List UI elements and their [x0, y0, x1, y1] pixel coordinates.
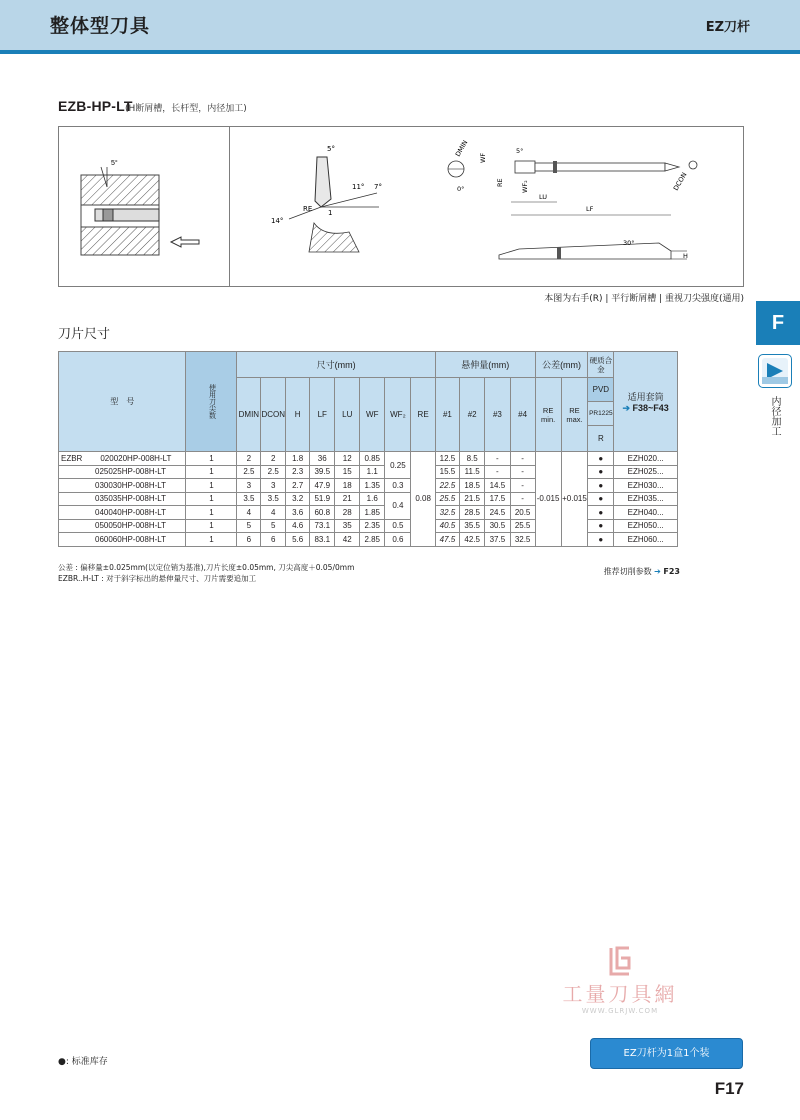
holder-cell[interactable]: EZH040...: [614, 506, 678, 520]
col-o2: #2: [460, 378, 485, 452]
dcon-cell: 3.5: [261, 492, 286, 506]
lf-cell: 51.9: [310, 492, 335, 506]
wf-cell: 0.85: [360, 452, 385, 466]
col-re: RE: [411, 378, 435, 452]
model-code: 020020HP-008H-LT: [100, 453, 172, 463]
cutting-params-link[interactable]: [604, 566, 680, 577]
dmin-cell: 3: [237, 479, 261, 493]
watermark: [530, 944, 710, 1019]
col-lf: LF: [310, 378, 335, 452]
col-dmin: DMIN: [237, 378, 261, 452]
o4-cell: -: [510, 479, 535, 493]
dmin-cell: 2: [237, 452, 261, 466]
model-code: 050050HP-008H-LT: [59, 519, 186, 533]
o2-cell: 11.5: [460, 465, 485, 479]
header-holder-label: 适用套筒: [627, 391, 664, 402]
col-re-max: RE max.: [561, 378, 588, 452]
tip-detail: [315, 157, 331, 207]
o1-cell: 15.5: [435, 465, 459, 479]
col-lu: LU: [335, 378, 360, 452]
o3-cell: 24.5: [485, 506, 510, 520]
lu-cell: 15: [335, 465, 360, 479]
wf-cell: 1.35: [360, 479, 385, 493]
page-title: 整体型刀具: [50, 15, 151, 37]
product-name: EZB-HP-LT: [58, 98, 133, 114]
insert-tail: [665, 163, 679, 171]
overhang-note: EZBR..H-LT : 对于斜字标出的悬伸量尺寸、刀片需要追加工: [58, 574, 257, 583]
dcon-circle: [689, 161, 697, 169]
stock-dot: ●: [588, 492, 614, 506]
re-cell: 0.08: [411, 452, 435, 547]
tip-re-label: RE: [303, 205, 313, 213]
tips-cell: 1: [186, 465, 237, 479]
h-cell: 2.7: [286, 479, 310, 493]
wf2-cell: 0.3: [385, 479, 411, 493]
o1-cell: 32.5: [435, 506, 459, 520]
o2-cell: 18.5: [460, 479, 485, 493]
wf-cell: 1.6: [360, 492, 385, 506]
o3-cell: 30.5: [485, 519, 510, 533]
stock-dot: ●: [588, 519, 614, 533]
lu-label: LU: [539, 193, 548, 201]
lu-cell: 18: [335, 479, 360, 493]
diagram-drawing: [59, 127, 743, 286]
side-view: [499, 243, 671, 259]
header-model: 型 号: [59, 352, 186, 452]
o4-cell: 25.5: [510, 519, 535, 533]
dcon-cell: 3: [261, 479, 286, 493]
insert-head: [515, 161, 535, 173]
col-dcon: DCON: [261, 378, 286, 452]
o2-cell: 35.5: [460, 519, 485, 533]
col-pvd: PVD: [588, 378, 614, 402]
model-code: 060060HP-008H-LT: [59, 533, 186, 547]
wf-cell: 1.85: [360, 506, 385, 520]
dcon-cell: 4: [261, 506, 286, 520]
lu-cell: 35: [335, 519, 360, 533]
header-dims: 尺寸(mm): [237, 352, 435, 378]
angle-0-label: 0°: [457, 185, 465, 193]
holder-cell[interactable]: EZH035...: [614, 492, 678, 506]
tips-cell: 1: [186, 519, 237, 533]
o1-cell: 40.5: [435, 519, 459, 533]
h-cell: 2.3: [286, 465, 310, 479]
h-cell: 3.2: [286, 492, 310, 506]
dcon-label: DCON: [671, 171, 689, 192]
re-label: RE: [496, 178, 504, 187]
header-grade: 硬质合金: [588, 352, 614, 378]
dmin-cell: 4: [237, 506, 261, 520]
angle-11-label: 11°: [352, 183, 365, 191]
side-section-label: 内径加工: [769, 396, 780, 436]
neck-marker: [553, 161, 557, 173]
dmin-label: DMIN: [453, 138, 470, 158]
o2-cell: 21.5: [460, 492, 485, 506]
tips-cell: 1: [186, 479, 237, 493]
col-re-min: RE min.: [535, 378, 561, 452]
dcon-cell: 2: [261, 452, 286, 466]
o3-cell: -: [485, 452, 510, 466]
o1-cell: 47.5: [435, 533, 459, 547]
tip-angle-5-label: 5°: [327, 145, 335, 153]
top-angle-5-label: 5°: [516, 147, 524, 155]
wf2-label: WF₂: [521, 180, 529, 193]
header-holder-ref[interactable]: [614, 403, 677, 414]
header-tips: 使用刀尖数: [186, 352, 237, 452]
tips-cell: 1: [186, 452, 237, 466]
model-code: 025025HP-008H-LT: [59, 465, 186, 479]
o3-cell: -: [485, 465, 510, 479]
col-wf2: WF₂: [385, 378, 411, 452]
col-h: H: [286, 378, 310, 452]
lf-cell: 73.1: [310, 519, 335, 533]
holder-cell[interactable]: EZH025...: [614, 465, 678, 479]
header-holder: [614, 352, 678, 452]
dcon-cell: 5: [261, 519, 286, 533]
tips-cell: 1: [186, 506, 237, 520]
angle-14-label: 14°: [271, 217, 284, 225]
tips-cell: 1: [186, 492, 237, 506]
o2-cell: 8.5: [460, 452, 485, 466]
dmin-cell: 2.5: [237, 465, 261, 479]
h-cell: 3.6: [286, 506, 310, 520]
o4-cell: -: [510, 465, 535, 479]
wf-cell: 1.1: [360, 465, 385, 479]
col-pr1225: PR1225: [588, 402, 614, 426]
footnotes: [58, 562, 354, 584]
page-number: F17: [714, 1079, 744, 1098]
stock-dot: ●: [588, 533, 614, 547]
header-tolerance: 公差(mm): [535, 352, 588, 378]
lf-cell: 60.8: [310, 506, 335, 520]
wf2-cell: 0.5: [385, 519, 411, 533]
holder-ref-link[interactable]: F38~F43: [632, 402, 669, 413]
lu-cell: 21: [335, 492, 360, 506]
h-cell: 5.6: [286, 533, 310, 547]
o3-cell: 17.5: [485, 492, 510, 506]
col-r: R: [588, 426, 614, 452]
dmin-cell: 6: [237, 533, 261, 547]
wf-label: WF: [479, 152, 487, 163]
arrow-right-icon: ➔: [622, 402, 631, 413]
section-label: EZ刀杆: [705, 20, 750, 35]
lu-cell: 28: [335, 506, 360, 520]
feed-arrow: [171, 237, 199, 247]
o3-cell: 14.5: [485, 479, 510, 493]
tip-one-label: 1: [328, 209, 333, 217]
o1-cell: 12.5: [435, 452, 459, 466]
holder-cell[interactable]: EZH060...: [614, 533, 678, 547]
o1-cell: 25.5: [435, 492, 459, 506]
col-wf: WF: [360, 378, 385, 452]
model-code: 040040HP-008H-LT: [59, 506, 186, 520]
arrow-right-icon: ➔: [654, 567, 661, 576]
o2-cell: 42.5: [460, 533, 485, 547]
wf2-cell: 0.4: [385, 492, 411, 519]
h-label: H: [683, 252, 688, 260]
o4-cell: -: [510, 452, 535, 466]
wf-cell: 2.85: [360, 533, 385, 547]
col-o3: #3: [485, 378, 510, 452]
col-o4: #4: [510, 378, 535, 452]
tolerance-note: 公差 : 偏移量±0.025mm(以定位销为基准),刀片长度±0.05mm, 刀尖高度＋0.05/0mm: [58, 563, 355, 572]
angle-7-label: 7°: [374, 183, 382, 191]
re-max-cell: +0.015: [561, 452, 588, 547]
wf2-cell: 0.6: [385, 533, 411, 547]
header-overhang: 悬伸量(mm): [435, 352, 535, 378]
tool-diagram: [58, 126, 744, 287]
wf2-cell: 0.25: [385, 452, 411, 479]
o3-cell: 37.5: [485, 533, 510, 547]
watermark-logo: [605, 944, 635, 978]
re-min-cell: -0.015: [535, 452, 561, 547]
holder-cell[interactable]: EZH030...: [614, 479, 678, 493]
dcon-cell: 2.5: [261, 465, 286, 479]
stock-dot: ●: [588, 506, 614, 520]
o2-cell: 28.5: [460, 506, 485, 520]
watermark-text: 工量刀具網: [562, 982, 678, 1006]
o4-cell: -: [510, 492, 535, 506]
o4-cell: 32.5: [510, 533, 535, 547]
cutting-params-page[interactable]: F23: [663, 567, 680, 576]
angle-5-label: 5°: [111, 160, 118, 167]
model-cell: [59, 452, 186, 466]
lf-label: LF: [586, 205, 594, 213]
o1-cell: 22.5: [435, 479, 459, 493]
header-rule: [0, 50, 800, 54]
holder-cell[interactable]: EZH050...: [614, 519, 678, 533]
lf-cell: 36: [310, 452, 335, 466]
stock-legend: ●: 标准库存: [58, 1057, 108, 1067]
tips-cell: 1: [186, 533, 237, 547]
lf-cell: 39.5: [310, 465, 335, 479]
col-o1: #1: [435, 378, 459, 452]
wf-cell: 2.35: [360, 519, 385, 533]
watermark-url: WWW.GLRJW.COM: [581, 1007, 659, 1015]
cutting-params-label: 推荐切削参数: [603, 567, 652, 576]
lf-cell: 47.9: [310, 479, 335, 493]
holder-cell[interactable]: EZH020...: [614, 452, 678, 466]
stock-dot: ●: [588, 465, 614, 479]
model-code: 035035HP-008H-LT: [59, 492, 186, 506]
lu-cell: 12: [335, 452, 360, 466]
box-note-banner: EZ刀杆为1盒1个装: [590, 1038, 743, 1069]
spec-table: [58, 351, 678, 547]
dcon-cell: 6: [261, 533, 286, 547]
model-code: 030030HP-008H-LT: [59, 479, 186, 493]
h-cell: 1.8: [286, 452, 310, 466]
stock-dot: ●: [588, 479, 614, 493]
diagram-note: 本图为右手(R) | 平行断屑槽 | 重视刀尖强度(通用): [544, 294, 744, 304]
dmin-cell: 3.5: [237, 492, 261, 506]
lu-cell: 42: [335, 533, 360, 547]
dmin-cell: 5: [237, 519, 261, 533]
angle-30-label: 30°: [623, 239, 635, 247]
lf-cell: 83.1: [310, 533, 335, 547]
section-title: 刀片尺寸: [58, 327, 111, 342]
product-subtitle: (H断屑槽，长杆型，内径加工): [125, 104, 247, 114]
table-row: [59, 452, 678, 466]
h-cell: 4.6: [286, 519, 310, 533]
o4-cell: 20.5: [510, 506, 535, 520]
section-tab[interactable]: F: [756, 301, 800, 345]
series-label: EZBR: [61, 453, 83, 463]
internal-machining-icon: [758, 354, 792, 388]
stock-dot: ●: [588, 452, 614, 466]
